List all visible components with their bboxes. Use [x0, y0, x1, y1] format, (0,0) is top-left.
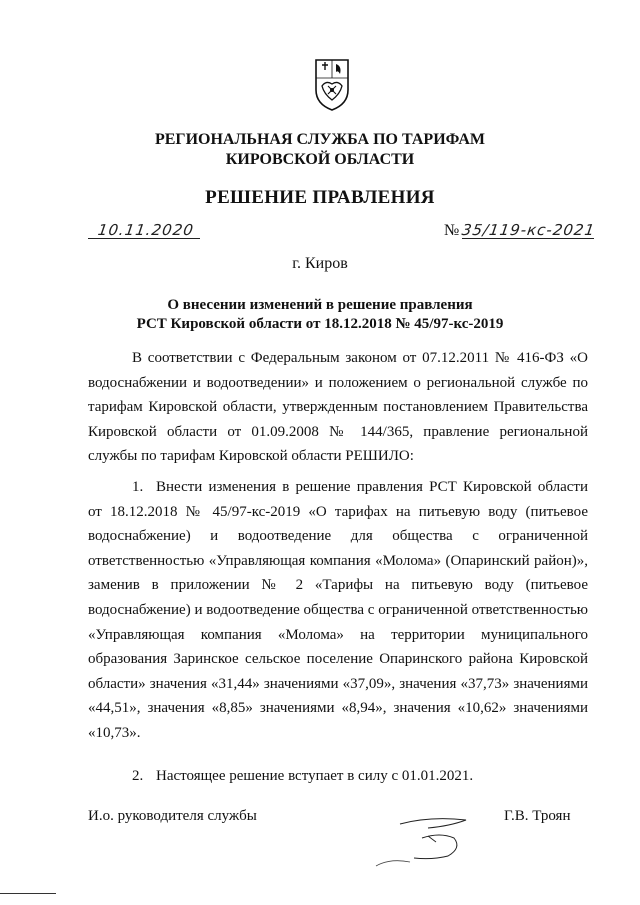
date-underline: [88, 238, 200, 239]
document-date: 10.11.2020: [96, 221, 196, 239]
number-underline: [462, 238, 594, 239]
item-number: 2.: [132, 768, 144, 784]
signatory-name: Г.В. Троян: [504, 808, 571, 824]
item-text: Внести изменения в решение правления РСТ Кировской области от 18.12.2018 № 45/97-кс-2019 «О тарифах на питьевую воду (питьевое водоснабжение) и водоотведение для общества с ограниченной ответственностью «Управляющая компания «Молома» (Опаринский район)», заменив в приложении № 2 «Тарифы на питьевую воду (питьевое водоснабжение) и водоотведение общества с ограниченной ответственностью «Управляющая компания «Молома» на территории муниципального образования Заринское сельское поселение Опаринского района Кировской области» значения «31,44» значениями «37,09», значения «37,73» значениями «44,51», значения «8,85» значениями «8,94», значения «10,62» значениями «10,73».: [88, 479, 588, 741]
item-number: 1.: [132, 479, 144, 495]
item-text: Настоящее решение вступает в силу с 01.01.2021.: [156, 768, 474, 784]
kirov-coat-of-arms-icon: [312, 56, 352, 112]
signatory-role: И.о. руководителя службы: [88, 808, 257, 824]
decision-item-1: [88, 475, 588, 746]
handwritten-signature: [370, 808, 480, 868]
preamble-paragraph: [88, 346, 588, 469]
subject-line2: РСТ Кировской области от 18.12.2018 № 45/97-кс-2019: [136, 316, 504, 332]
document-city: г. Киров: [292, 255, 348, 272]
org-name-line1: РЕГИОНАЛЬНАЯ СЛУЖБА ПО ТАРИФАМ: [154, 131, 486, 148]
subject-line1: О внесении изменений в решение правления: [167, 297, 473, 313]
decision-item-2: [88, 764, 588, 789]
footer-rule: [0, 893, 56, 894]
document-title: РЕШЕНИЕ ПРАВЛЕНИЯ: [205, 187, 435, 208]
preamble-text: В соответствии с Федеральным законом от 07.12.2011 № 416-ФЗ «О водоснабжении и водоотведении» и положением о региональной службе по тарифам Кировской области, утвержденным постановлением Правительства Кировской области от 01.09.2008 № 144/365, правление региональной службы по тарифам Кировской области РЕШИЛО:: [88, 350, 588, 465]
number-label: №: [444, 222, 460, 239]
document-number: 35/119-кс-2021: [460, 221, 597, 239]
org-name-line2: КИРОВСКОЙ ОБЛАСТИ: [225, 151, 415, 168]
